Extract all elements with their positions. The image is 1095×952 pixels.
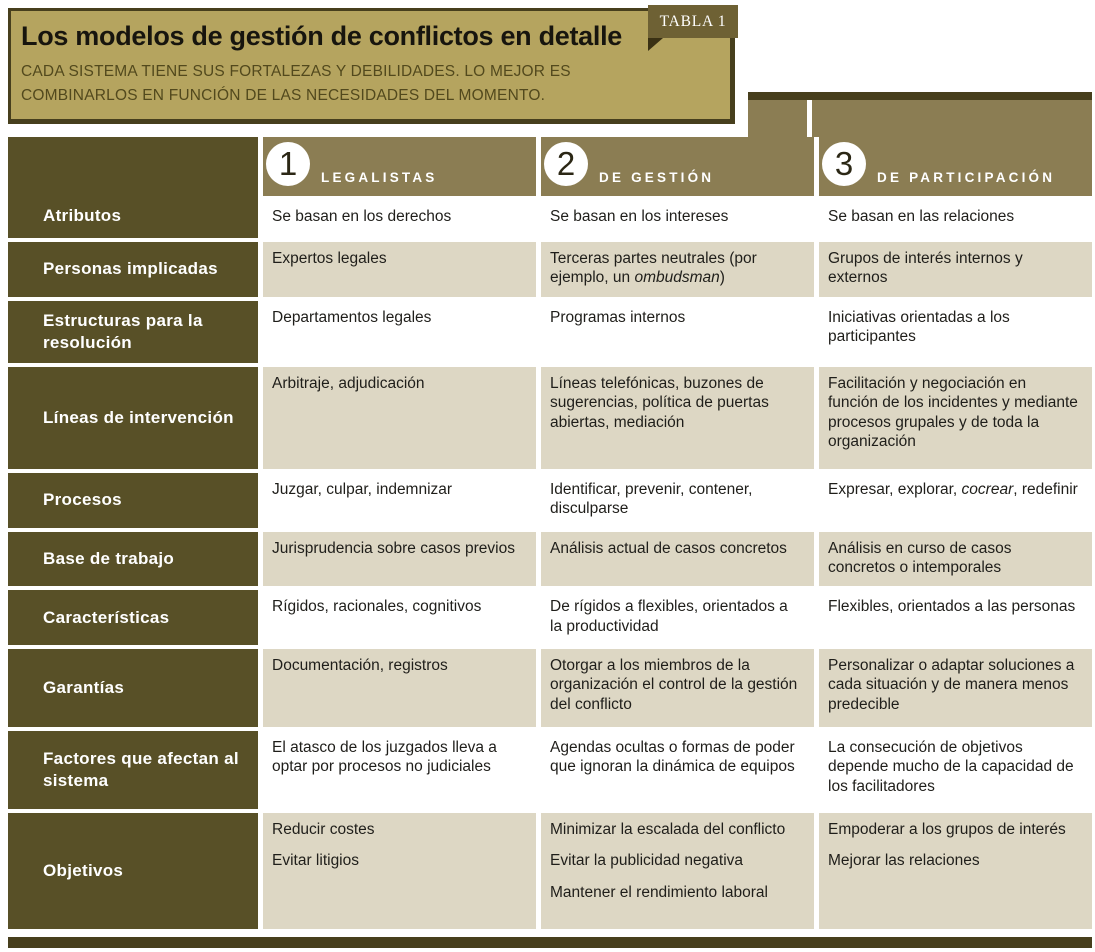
table-cell: Documentación, registros bbox=[263, 649, 536, 727]
row-label-objetivos: Objetivos bbox=[8, 813, 258, 929]
table-number-badge: TABLA 1 bbox=[648, 5, 738, 38]
column-number-circle: 3 bbox=[822, 142, 866, 186]
column-header-label: LEGALISTAS bbox=[321, 170, 438, 185]
table-cell: Identificar, prevenir, contener, disculparse bbox=[541, 473, 814, 528]
column-header-label: DE GESTIÓN bbox=[599, 170, 715, 185]
table-cell: Empoderar a los grupos de interés Mejorar las relaciones bbox=[819, 813, 1092, 929]
table-cell: La consecución de objetivos depende mucho de la capacidad de los facilitadores bbox=[819, 731, 1092, 809]
table-cell: Flexibles, orientados a las personas bbox=[819, 590, 1092, 645]
column-number-circle: 1 bbox=[266, 142, 310, 186]
row-label-base-de-trabajo: Base de trabajo bbox=[8, 532, 258, 587]
row-label-atributos: Atributos bbox=[8, 137, 258, 238]
table-cell: Otorgar a los miembros de la organización el control de la gestión del conflicto bbox=[541, 649, 814, 727]
table-cell: Se basan en los derechos bbox=[263, 200, 536, 238]
table-cell: Juzgar, culpar, indemnizar bbox=[263, 473, 536, 528]
table-cell: Minimizar la escalada del conflicto Evitar la publicidad negativa Mantener el rendimiento laboral bbox=[541, 813, 814, 929]
column-header-legalistas bbox=[263, 137, 536, 196]
table-cell: Terceras partes neutrales (por ejemplo, un ombudsman) bbox=[541, 242, 814, 297]
table-cell: Análisis en curso de casos concretos o intemporales bbox=[819, 532, 1092, 587]
table-cell: Jurisprudencia sobre casos previos bbox=[263, 532, 536, 587]
table-cell: Agendas ocultas o formas de poder que ignoran la dinámica de equipos bbox=[541, 731, 814, 809]
models-table bbox=[8, 137, 1092, 929]
table-cell: El atasco de los juzgados lleva a optar por procesos no judiciales bbox=[263, 731, 536, 809]
table-cell: Programas internos bbox=[541, 301, 814, 363]
table-cell: De rígidos a flexibles, orientados a la productividad bbox=[541, 590, 814, 645]
row-label-caracteristicas: Características bbox=[8, 590, 258, 645]
table-cell: Análisis actual de casos concretos bbox=[541, 532, 814, 587]
table-cell: Grupos de interés internos y externos bbox=[819, 242, 1092, 297]
table-cell: Departamentos legales bbox=[263, 301, 536, 363]
table-cell: Se basan en los intereses bbox=[541, 200, 814, 238]
row-label-estructuras: Estructuras para la resolución bbox=[8, 301, 258, 363]
table-cell: Líneas telefónicas, buzones de sugerencias, política de puertas abiertas, mediación bbox=[541, 367, 814, 469]
table-top-band bbox=[748, 92, 1092, 137]
table-cell: Expresar, explorar, cocrear, redefinir bbox=[819, 473, 1092, 528]
table-cell: Arbitraje, adjudicación bbox=[263, 367, 536, 469]
column-header-de-participacion bbox=[819, 137, 1092, 196]
row-label-personas-implicadas: Personas implicadas bbox=[8, 242, 258, 297]
row-label-procesos: Procesos bbox=[8, 473, 258, 528]
row-label-factores: Factores que afectan al sistema bbox=[8, 731, 258, 809]
row-label-lineas-intervencion: Líneas de intervención bbox=[8, 367, 258, 469]
column-header-de-gestion bbox=[541, 137, 814, 196]
column-separator bbox=[807, 100, 812, 137]
table-cell: Facilitación y negociación en función de los incidentes y mediante procesos grupales y de toda la organización bbox=[819, 367, 1092, 469]
column-header-label: DE PARTICIPACIÓN bbox=[877, 170, 1056, 185]
table-cell: Reducir costes Evitar litigios bbox=[263, 813, 536, 929]
table-cell: Personalizar o adaptar soluciones a cada situación y de manera menos predecible bbox=[819, 649, 1092, 727]
table-cell: Rígidos, racionales, cognitivos bbox=[263, 590, 536, 645]
table-bottom-bar bbox=[8, 937, 1092, 948]
table-cell: Iniciativas orientadas a los participantes bbox=[819, 301, 1092, 363]
table-cell: Se basan en las relaciones bbox=[819, 200, 1092, 238]
page-title: Los modelos de gestión de conflictos en detalle bbox=[21, 21, 623, 51]
row-label-garantias: Garantías bbox=[8, 649, 258, 727]
page-subtitle: CADA SISTEMA TIENE SUS FORTALEZAS Y DEBILIDADES. LO MEJOR ES COMBINARLOS EN FUNCIÓN DE LAS NECESIDADES DEL MOMENTO. bbox=[21, 62, 571, 105]
badge-fold-corner bbox=[648, 38, 663, 51]
title-card bbox=[8, 8, 735, 124]
table-cell: Expertos legales bbox=[263, 242, 536, 297]
column-number-circle: 2 bbox=[544, 142, 588, 186]
